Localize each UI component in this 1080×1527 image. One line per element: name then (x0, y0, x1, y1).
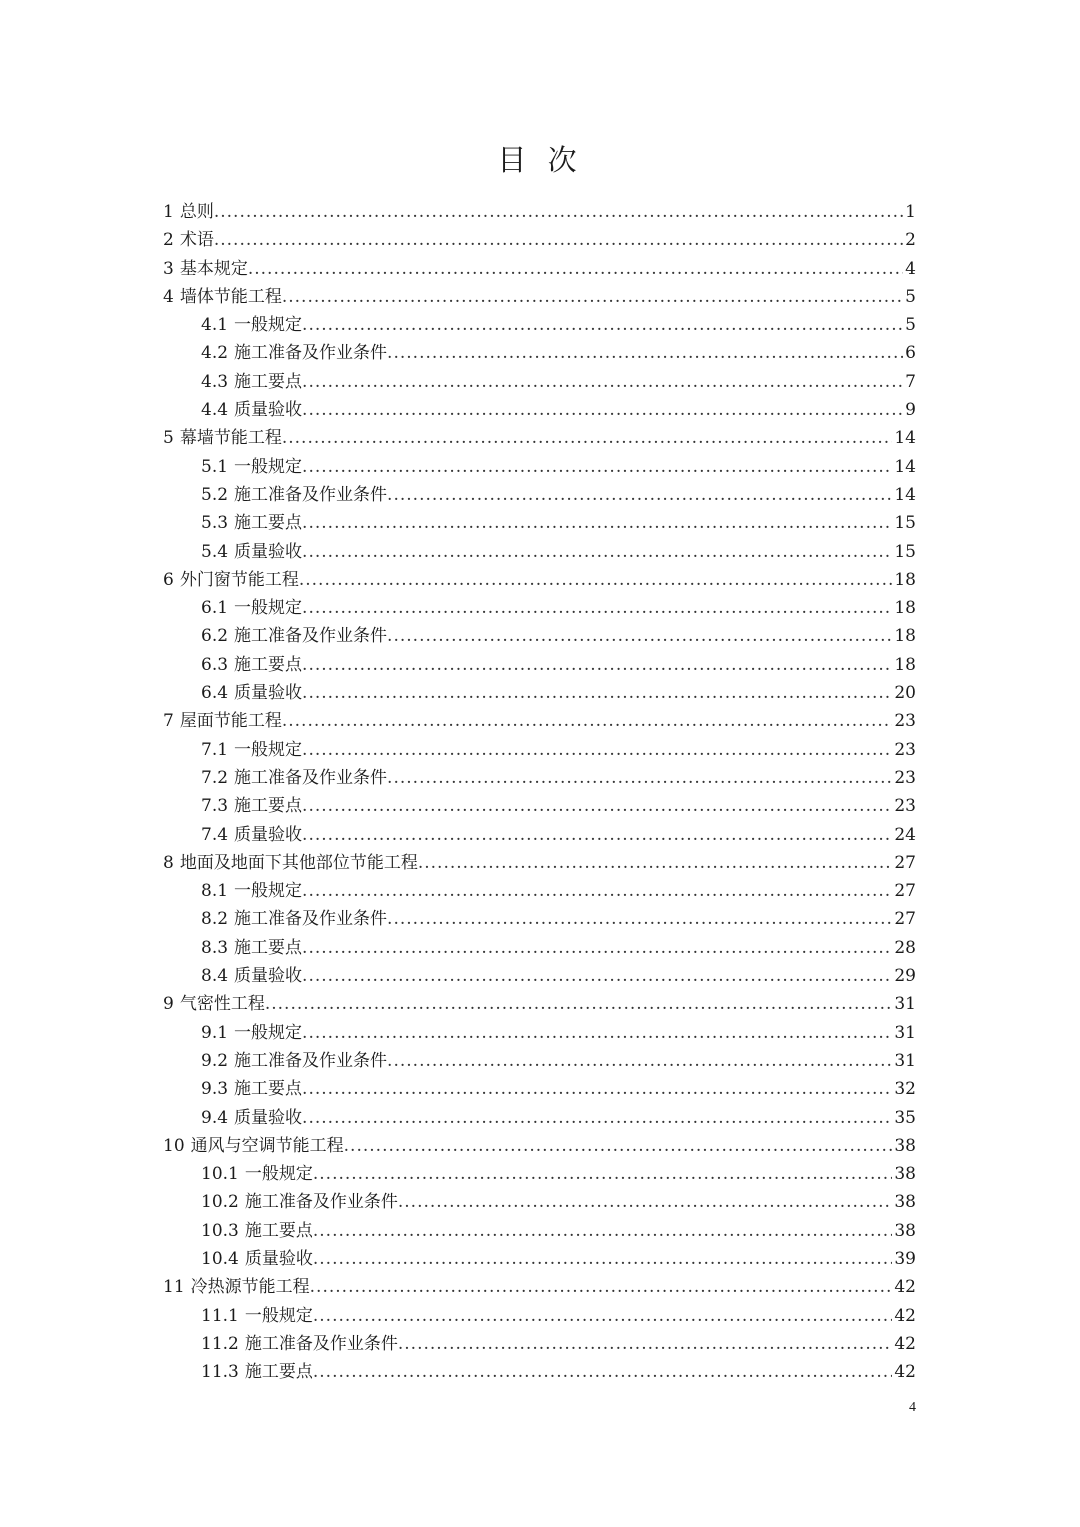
page-number: 4 (909, 1400, 916, 1415)
dot-leader (302, 877, 892, 905)
toc-entry-label: 施工准备及作业条件 (234, 484, 388, 505)
toc-entry-label: 施工准备及作业条件 (244, 1333, 398, 1354)
dot-leader (302, 1075, 892, 1103)
toc-entry-page: 35 (894, 1107, 916, 1128)
toc-entry-number: 9 (163, 994, 174, 1015)
toc-entry-label: 施工要点 (234, 513, 303, 534)
toc-section-entry[interactable] (163, 1330, 916, 1358)
toc-entry-page: 39 (894, 1248, 916, 1269)
toc-entry-page: 27 (894, 852, 916, 873)
toc-entry-label: 一般规定 (244, 1164, 313, 1185)
toc-entry-number: 6.2 (201, 626, 229, 647)
toc-entry-page: 5 (905, 286, 916, 307)
dot-leader (302, 1104, 892, 1132)
toc-section-entry[interactable] (163, 1188, 916, 1216)
toc-entry-number: 5.4 (201, 541, 229, 562)
toc-entry-number: 10.4 (201, 1248, 239, 1269)
toc-entry-label: 施工准备及作业条件 (244, 1192, 398, 1213)
dot-leader (265, 990, 893, 1018)
toc-entry-number: 6.4 (201, 683, 229, 704)
toc-entry-page: 23 (894, 711, 916, 732)
toc-entry-number: 7.4 (201, 824, 229, 845)
toc-section-entry[interactable] (163, 1217, 916, 1245)
toc-section-entry[interactable] (163, 905, 916, 933)
toc-section-entry[interactable] (163, 764, 916, 792)
toc-entry-label: 幕墙节能工程 (179, 428, 282, 449)
toc-entry-number: 5 (163, 428, 174, 449)
toc-entry-page: 7 (905, 371, 916, 392)
toc-chapter-entry[interactable] (163, 849, 916, 877)
toc-chapter-entry[interactable] (163, 424, 916, 452)
dot-leader (248, 255, 903, 283)
toc-entry-page: 1 (905, 202, 916, 222)
toc-entry-number: 9.3 (201, 1079, 229, 1100)
toc-entry-label: 术语 (179, 230, 214, 251)
toc-entry-page: 42 (894, 1277, 916, 1298)
toc-entry-number: 4.4 (201, 400, 229, 421)
dot-leader (387, 481, 892, 509)
toc-entry-label: 施工准备及作业条件 (234, 343, 388, 364)
toc-chapter-entry[interactable] (163, 1132, 916, 1160)
toc-section-entry[interactable] (163, 1075, 916, 1103)
toc-entry-number: 11.1 (201, 1305, 239, 1326)
toc-entry-label: 地面及地面下其他部位节能工程 (179, 852, 418, 873)
toc-entry-number: 1 (163, 202, 174, 222)
toc-entry-page: 29 (894, 966, 916, 987)
toc-entry-label: 施工准备及作业条件 (234, 909, 388, 930)
dot-leader (282, 283, 903, 311)
toc-entry-number: 5.2 (201, 484, 229, 505)
dot-leader (214, 198, 903, 226)
toc-entry-number: 8 (163, 852, 174, 873)
toc-section-entry[interactable] (163, 679, 916, 707)
toc-entry-page: 9 (905, 400, 916, 421)
toc-entry-label: 施工要点 (244, 1362, 313, 1383)
toc-entry-page: 5 (905, 315, 916, 336)
toc-entry-page: 15 (894, 541, 916, 562)
toc-entry-number: 4.3 (201, 371, 229, 392)
toc-section-entry[interactable] (163, 792, 916, 820)
toc-entry-page: 32 (894, 1079, 916, 1100)
toc-entry-label: 施工准备及作业条件 (234, 1050, 388, 1071)
table-of-contents (163, 198, 916, 1386)
toc-entry-label: 施工要点 (234, 796, 303, 817)
toc-entry-number: 9.4 (201, 1107, 229, 1128)
dot-leader (313, 1160, 893, 1188)
toc-entry-number: 7 (163, 711, 174, 732)
toc-entry-number: 3 (163, 258, 174, 279)
toc-section-entry[interactable] (163, 594, 916, 622)
toc-section-entry[interactable] (163, 651, 916, 679)
toc-entry-page: 23 (894, 739, 916, 760)
toc-section-entry[interactable] (163, 538, 916, 566)
toc-entry-label: 外门窗节能工程 (179, 569, 299, 590)
dot-leader (387, 622, 892, 650)
toc-chapter-entry[interactable] (163, 707, 916, 735)
dot-leader (302, 792, 892, 820)
toc-entry-label: 基本规定 (179, 258, 248, 279)
toc-entry-page: 15 (894, 513, 916, 534)
dot-leader (302, 651, 892, 679)
toc-entry-page: 38 (894, 1164, 916, 1185)
toc-section-entry[interactable] (163, 1047, 916, 1075)
toc-entry-page: 23 (894, 796, 916, 817)
toc-entry-number: 10.1 (201, 1164, 239, 1185)
toc-entry-page: 42 (894, 1333, 916, 1354)
dot-leader (344, 1132, 893, 1160)
toc-section-entry[interactable] (163, 877, 916, 905)
toc-chapter-entry[interactable] (163, 990, 916, 1018)
toc-entry-number: 8.2 (201, 909, 229, 930)
toc-chapter-entry[interactable] (163, 198, 916, 226)
toc-entry-page: 38 (894, 1220, 916, 1241)
toc-section-entry[interactable] (163, 1160, 916, 1188)
dot-leader (302, 453, 892, 481)
toc-entry-page: 27 (894, 881, 916, 902)
toc-section-entry[interactable] (163, 962, 916, 990)
toc-entry-label: 一般规定 (234, 456, 303, 477)
toc-entry-label: 一般规定 (234, 881, 303, 902)
toc-entry-label: 一般规定 (234, 315, 303, 336)
toc-entry-number: 8.4 (201, 966, 229, 987)
toc-entry-page: 4 (905, 258, 916, 279)
toc-chapter-entry[interactable] (163, 566, 916, 594)
dot-leader (302, 368, 903, 396)
toc-chapter-entry[interactable] (163, 255, 916, 283)
toc-entry-number: 4 (163, 286, 174, 307)
toc-entry-number: 11 (163, 1277, 185, 1298)
toc-entry-label: 质量验收 (234, 400, 303, 421)
dot-leader (302, 538, 892, 566)
toc-entry-page: 6 (905, 343, 916, 364)
toc-entry-number: 11.3 (201, 1362, 239, 1383)
toc-entry-page: 2 (905, 230, 916, 251)
toc-entry-page: 38 (894, 1192, 916, 1213)
toc-entry-number: 10.3 (201, 1220, 239, 1241)
toc-entry-page: 27 (894, 909, 916, 930)
toc-entry-number: 9.1 (201, 1022, 229, 1043)
toc-section-entry[interactable] (163, 934, 916, 962)
page-title: 目 次 (497, 143, 583, 177)
dot-leader (302, 736, 892, 764)
toc-entry-label: 一般规定 (234, 739, 303, 760)
toc-entry-number: 4.1 (201, 315, 229, 336)
toc-section-entry[interactable] (163, 821, 916, 849)
dot-leader (313, 1302, 893, 1330)
toc-entry-page: 31 (894, 1050, 916, 1071)
dot-leader (302, 509, 892, 537)
toc-entry-number: 2 (163, 230, 174, 251)
toc-entry-label: 施工要点 (234, 654, 303, 675)
toc-entry-label: 一般规定 (234, 598, 303, 619)
toc-chapter-entry[interactable] (163, 1273, 916, 1301)
toc-section-entry[interactable] (163, 1358, 916, 1386)
toc-section-entry[interactable] (163, 736, 916, 764)
toc-entry-page: 31 (894, 994, 916, 1015)
toc-section-entry[interactable] (163, 481, 916, 509)
toc-entry-page: 18 (894, 654, 916, 675)
toc-section-entry[interactable] (163, 1104, 916, 1132)
dot-leader (313, 1358, 893, 1386)
toc-section-entry[interactable] (163, 453, 916, 481)
toc-section-entry[interactable] (163, 1302, 916, 1330)
toc-entry-number: 7.2 (201, 767, 229, 788)
toc-entry-number: 6.1 (201, 598, 229, 619)
toc-entry-page: 38 (894, 1135, 916, 1156)
toc-entry-page: 20 (894, 683, 916, 704)
dot-leader (302, 934, 892, 962)
toc-entry-number: 10 (163, 1135, 185, 1156)
toc-section-entry[interactable] (163, 396, 916, 424)
dot-leader (313, 1217, 893, 1245)
toc-entry-label: 质量验收 (234, 1107, 303, 1128)
toc-entry-page: 42 (894, 1362, 916, 1383)
toc-section-entry[interactable] (163, 368, 916, 396)
toc-entry-page: 42 (894, 1305, 916, 1326)
toc-entry-page: 14 (894, 456, 916, 477)
dot-leader (302, 311, 903, 339)
dot-leader (387, 339, 903, 367)
toc-chapter-entry[interactable] (163, 283, 916, 311)
toc-entry-label: 墙体节能工程 (179, 286, 282, 307)
toc-entry-number: 5.1 (201, 456, 229, 477)
dot-leader (302, 594, 892, 622)
toc-entry-page: 18 (894, 626, 916, 647)
dot-leader (302, 821, 892, 849)
toc-entry-number: 8.1 (201, 881, 229, 902)
toc-section-entry[interactable] (163, 509, 916, 537)
toc-entry-number: 7.3 (201, 796, 229, 817)
toc-section-entry[interactable] (163, 339, 916, 367)
toc-entry-number: 6.3 (201, 654, 229, 675)
toc-entry-label: 冷热源节能工程 (190, 1277, 310, 1298)
toc-entry-page: 18 (894, 598, 916, 619)
toc-entry-number: 4.2 (201, 343, 229, 364)
toc-entry-number: 6 (163, 569, 174, 590)
toc-entry-label: 一般规定 (234, 1022, 303, 1043)
toc-entry-label: 质量验收 (234, 966, 303, 987)
toc-entry-number: 5.3 (201, 513, 229, 534)
dot-leader (302, 1019, 892, 1047)
dot-leader (398, 1330, 893, 1358)
toc-entry-page: 24 (894, 824, 916, 845)
toc-section-entry[interactable] (163, 1245, 916, 1273)
toc-entry-label: 一般规定 (244, 1305, 313, 1326)
dot-leader (387, 905, 892, 933)
toc-entry-label: 屋面节能工程 (179, 711, 282, 732)
toc-entry-label: 质量验收 (244, 1248, 313, 1269)
toc-entry-page: 28 (894, 937, 916, 958)
toc-entry-label: 气密性工程 (179, 994, 265, 1015)
dot-leader (302, 962, 892, 990)
dot-leader (387, 764, 892, 792)
toc-entry-number: 7.1 (201, 739, 229, 760)
toc-entry-number: 11.2 (201, 1333, 239, 1354)
toc-entry-label: 质量验收 (234, 824, 303, 845)
toc-entry-page: 18 (894, 569, 916, 590)
dot-leader (282, 707, 893, 735)
toc-entry-label: 施工要点 (244, 1220, 313, 1241)
toc-entry-label: 施工要点 (234, 937, 303, 958)
dot-leader (310, 1273, 893, 1301)
toc-entry-page: 14 (894, 484, 916, 505)
toc-entry-number: 10.2 (201, 1192, 239, 1213)
toc-entry-label: 总则 (179, 202, 214, 222)
toc-chapter-entry[interactable] (163, 226, 916, 254)
dot-leader (313, 1245, 893, 1273)
toc-entry-page: 31 (894, 1022, 916, 1043)
toc-entry-page: 14 (894, 428, 916, 449)
dot-leader (299, 566, 893, 594)
dot-leader (302, 679, 892, 707)
toc-entry-label: 质量验收 (234, 541, 303, 562)
dot-leader (302, 396, 903, 424)
toc-entry-label: 施工准备及作业条件 (234, 626, 388, 647)
dot-leader (387, 1047, 892, 1075)
toc-entry-label: 施工要点 (234, 371, 303, 392)
toc-entry-number: 9.2 (201, 1050, 229, 1071)
toc-entry-label: 通风与空调节能工程 (190, 1135, 344, 1156)
toc-section-entry[interactable] (163, 311, 916, 339)
toc-entry-number: 8.3 (201, 937, 229, 958)
dot-leader (418, 849, 893, 877)
toc-section-entry[interactable] (163, 1019, 916, 1047)
toc-entry-label: 质量验收 (234, 683, 303, 704)
dot-leader (214, 226, 903, 254)
dot-leader (282, 424, 893, 452)
toc-entry-label: 施工要点 (234, 1079, 303, 1100)
toc-entry-page: 23 (894, 767, 916, 788)
dot-leader (398, 1188, 893, 1216)
toc-section-entry[interactable] (163, 622, 916, 650)
toc-entry-label: 施工准备及作业条件 (234, 767, 388, 788)
